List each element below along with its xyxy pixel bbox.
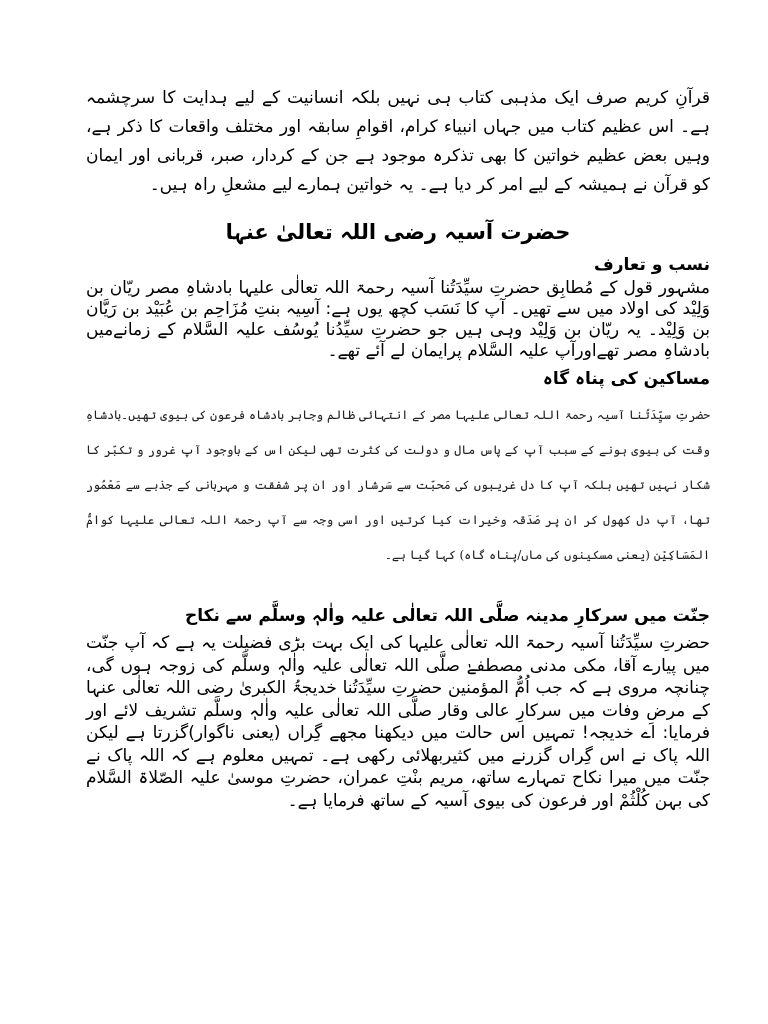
section-body-lineage: مشہور قول کے مُطابِق حضرتِ سیِّدَتُنا آسیہ رحمۃ اللہ تعالٰی علیہا بادشاہِ مصر ریّان بن وَلِیْد کی اولاد میں سے تھیں۔ آپ کا نَسَب کچھ یوں ہے: آسِیہ بنتِ مُزَاحِم بن عُبَیْد بن رَیَّان بن وَلِیْد۔ یہ ریّان بن وَلِیْد وہی ہیں جو حضرتِ سیِّدُنا یُوسُف علیہ السَّلام کے زمانےمیں بادشاہِ مصر تھےاورآپ علیہ السَّلام پرایمان لے آئے تھے۔ xyxy=(86,278,710,361)
intro-paragraph: قرآنِ کریم صرف ایک مذہبی کتاب ہی نہیں بلکہ انسانیت کے لیے ہدایت کا سرچشمہ ہے۔ اس عظیم کتاب میں جہاں انبیاء کرام، اقوامِ سابقہ اور مختلف واقعات کا ذکر ہے، وہیں بعض عظیم خواتین کا بھی تذکرہ موجود ہے جن کے کردار، صبر، قربانی اور ایمان کو قرآن نے ہمیشہ کے لیے امر کر دیا ہے۔ یہ خواتین ہمارے لیے مشعلِ راہ ہیں۔ xyxy=(86,88,710,195)
document-page xyxy=(86,84,710,812)
section-spacer xyxy=(86,573,710,605)
section-heading-refuge: مساکین کی پناہ گاہ xyxy=(542,369,710,389)
section-heading-lineage: نسب و تعارف xyxy=(594,255,710,275)
section-body-marriage: حضرتِ سیِّدَتُنا آسیہ رحمۃ اللہ تعالٰی علیہا کی ایک بہت بڑی فضیلت یہ ہے کہ آپ جنّت میں پیارے آقا، مکی مدنی مصطفےٰ صلَّی اللہ تعالٰی علیہ واٰلہٖ وسلَّم کی زوجہ ہوں گی، چنانچہ مروی ہے کہ جب اُمُّ المؤمنین حضرتِ سیِّدَتُنا خدیجۃُ الکبریٰ رضی اللہ تعالٰی عنہا کے مرضِ وفات میں سرکارِ عالی وقار صلَّی اللہ تعالٰی علیہ واٰلہٖ وسلَّم تشریف لائے اور فرمایا: اے خدیجہ! تمہیں اس حالت میں دیکھنا مجھے گِراں (یعنی ناگوار)گزرتا ہے لیکن اللہ پاک نے اس گِراں گزرنے میں کثیربھلائی رکھی ہے۔ تمہیں معلوم ہے کہ اللہ پاک نے جنّت میں میرا نکاح تمہارے ساتھ، مریم بنْتِ عمران، حضرتِ موسیٰ علیہ الصّلاۃ السَّلام کی بہن کُلْثُمْ اور فرعون کی بیوی آسیہ کے ساتھ فرمایا ہے۔ xyxy=(86,633,710,811)
section-heading-marriage: جنّت میں سرکارِ مدینہ صلَّی اللہ تعالٰی علیہ واٰلہٖ وسلَّم سے نکاح xyxy=(185,606,710,626)
section-body-refuge: حضرتِ سیِّدَتُنا آسیہ رحمۃ اللہ تعالی علیہا مصر کے انتہائی ظالم وجابر بادشاہ فرعون کی بیوی تھیں۔بادشاہِ وقت کی بیوی ہونے کے سبب آپ کے پاس مال و دولت کی کثرت تھی لیکن اس کے باوجود آپ غرور و تکبّر کا شکار نہیں تھیں بلکہ آپ کا دل غریبوں کی مَحبّت سے سَرشار اور ان پر شفقت و مہربانی کے جذبے سے مَعْمُور تھا، آپ دل کھول کر ان پر صَدَقہ وخیرات کیا کرتیں اور اسی وجہ سے آپ رحمۃ اللہ تعالی علیہا کوامُّ المَسَاکِیْن (یعنی مسکینوں کی ماں/پناہ گاہ) کہا گیا ہے۔ xyxy=(86,408,710,562)
page-title: حضرت آسیہ رضی اللہ تعالیٰ عنہا xyxy=(225,220,571,244)
